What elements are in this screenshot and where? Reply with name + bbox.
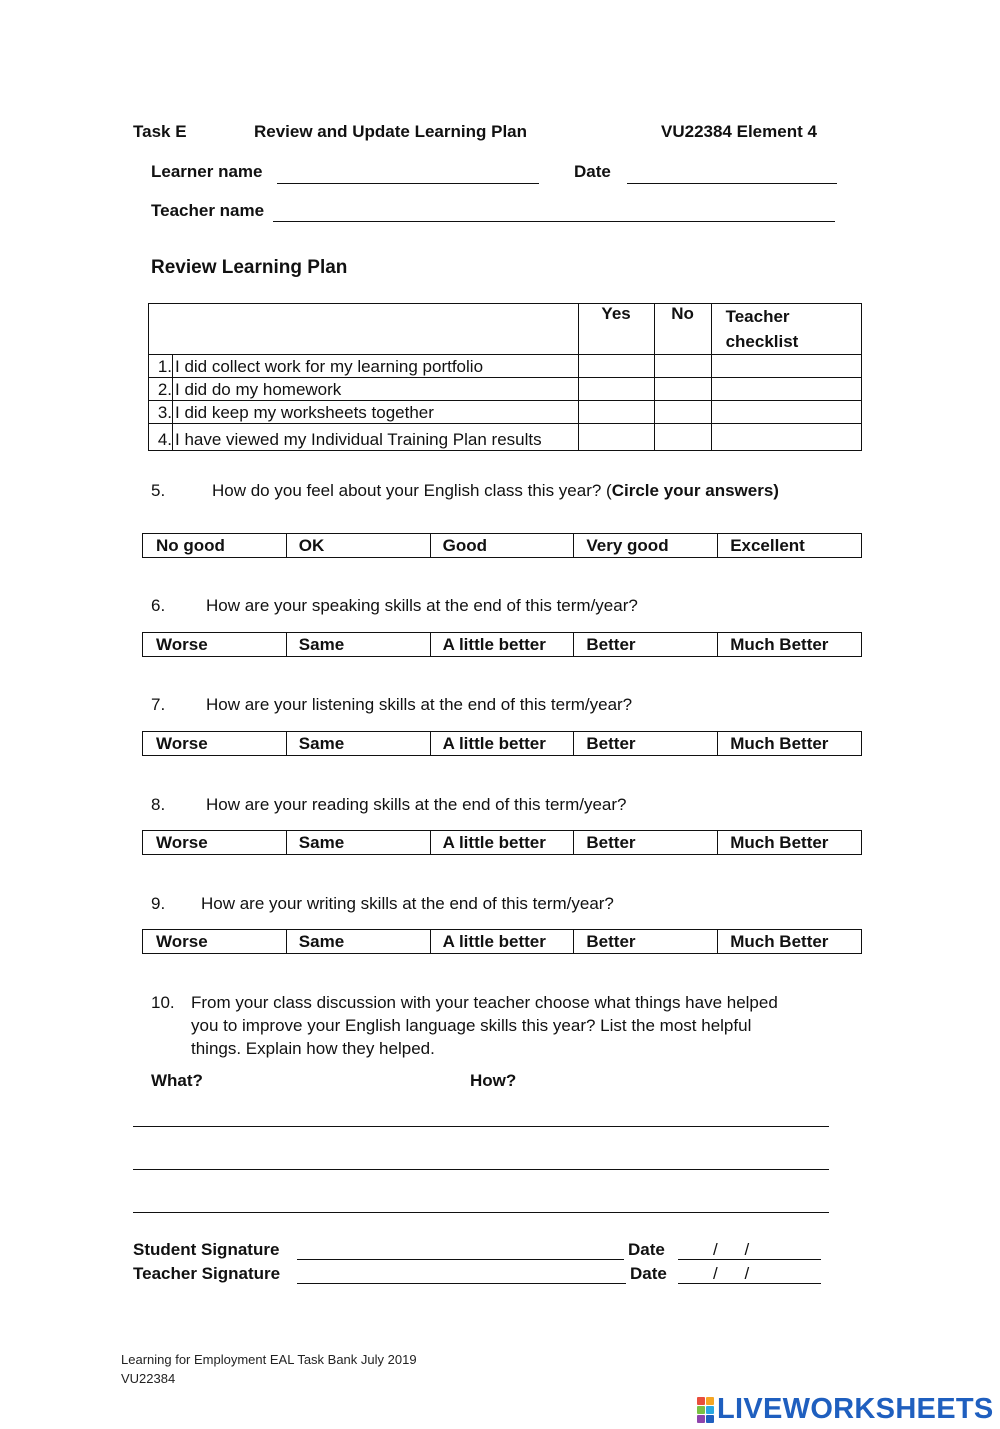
table-row (149, 378, 862, 401)
answer-line-2[interactable] (133, 1169, 829, 1170)
footer-line-1: Learning for Employment EAL Task Bank July 2019 (121, 1352, 417, 1367)
no-cell[interactable] (654, 378, 711, 401)
yes-cell[interactable] (578, 424, 654, 451)
option-worse[interactable]: Worse (143, 633, 287, 657)
yes-cell[interactable] (578, 378, 654, 401)
answer-line-1[interactable] (133, 1126, 829, 1127)
option-much-better[interactable]: Much Better (718, 831, 862, 855)
teacher-signature-field[interactable] (297, 1283, 626, 1284)
checklist-cell[interactable] (711, 424, 861, 451)
date-field[interactable] (627, 183, 837, 184)
teacher-name-label: Teacher name (151, 201, 265, 220)
option-better[interactable]: Better (574, 732, 718, 756)
item-statement: I have viewed my Individual Training Plan results (173, 424, 579, 451)
yes-cell[interactable] (578, 355, 654, 378)
date-label: Date (574, 162, 611, 181)
option-same[interactable]: Same (286, 930, 430, 954)
answer-line-3[interactable] (133, 1212, 829, 1213)
option-ok[interactable]: OK (286, 534, 430, 558)
table-row (149, 424, 862, 451)
option-very-good[interactable]: Very good (574, 534, 718, 558)
item-statement: I did collect work for my learning portfolio (173, 355, 579, 378)
option-better[interactable]: Better (574, 831, 718, 855)
unit-code: VU22384 Element 4 (661, 122, 817, 141)
checklist-cell[interactable] (711, 401, 861, 424)
q5-number: 5. (151, 481, 166, 500)
q6-number: 6. (151, 596, 166, 615)
q7-text: How are your listening skills at the end of this term/year? (206, 695, 633, 714)
review-table (148, 303, 862, 451)
q10-line2: you to improve your English language skills this year? List the most helpful (191, 1016, 752, 1035)
review-header-blank (149, 304, 579, 355)
q9-number: 9. (151, 894, 166, 913)
review-heading: Review Learning Plan (151, 257, 348, 278)
table-row (149, 355, 862, 378)
option-excellent[interactable]: Excellent (718, 534, 862, 558)
student-signature-label: Student Signature (133, 1240, 280, 1259)
option-a-little-better[interactable]: A little better (430, 930, 574, 954)
student-signature-field[interactable] (297, 1259, 624, 1260)
option-a-little-better[interactable]: A little better (430, 831, 574, 855)
learner-name-label: Learner name (151, 162, 263, 181)
q8-text: How are your reading skills at the end of this term/year? (206, 795, 627, 814)
liveworksheets-logo[interactable] (697, 1393, 994, 1426)
q10-number: 10. (151, 993, 175, 1012)
option-worse[interactable]: Worse (143, 831, 287, 855)
footer-line-2: VU22384 (121, 1371, 176, 1386)
teacher-name-field[interactable] (273, 221, 835, 222)
col-teacher-checklist: Teacher checklist (711, 304, 861, 355)
no-cell[interactable] (654, 401, 711, 424)
item-number: 4. (149, 424, 173, 451)
q5-text: How do you feel about your English class this year? (Circle your answers) (212, 481, 779, 500)
q9-text: How are your writing skills at the end of this term/year? (201, 894, 614, 913)
q8-number: 8. (151, 795, 166, 814)
liveworksheets-logo-icon (697, 1397, 714, 1423)
option-better[interactable]: Better (574, 930, 718, 954)
item-statement: I did keep my worksheets together (173, 401, 579, 424)
option-a-little-better[interactable]: A little better (430, 633, 574, 657)
checklist-cell[interactable] (711, 355, 861, 378)
option-worse[interactable]: Worse (143, 732, 287, 756)
page-title: Review and Update Learning Plan (254, 122, 528, 141)
learner-name-field[interactable] (277, 183, 539, 184)
no-cell[interactable] (654, 424, 711, 451)
what-label: What? (151, 1071, 203, 1090)
student-date-field[interactable] (678, 1259, 821, 1260)
teacher-signature-label: Teacher Signature (133, 1264, 281, 1283)
q5-options (142, 533, 862, 558)
option-much-better[interactable]: Much Better (718, 930, 862, 954)
option-same[interactable]: Same (286, 633, 430, 657)
option-same[interactable]: Same (286, 732, 430, 756)
task-label: Task E (133, 122, 187, 141)
no-cell[interactable] (654, 355, 711, 378)
q9-options (142, 929, 862, 954)
teacher-date-field[interactable] (678, 1283, 821, 1284)
option-better[interactable]: Better (574, 633, 718, 657)
how-label: How? (470, 1071, 517, 1090)
option-much-better[interactable]: Much Better (718, 732, 862, 756)
q7-number: 7. (151, 695, 166, 714)
option-a-little-better[interactable]: A little better (430, 732, 574, 756)
item-statement: I did do my homework (173, 378, 579, 401)
item-number: 3. (149, 401, 173, 424)
col-yes: Yes (578, 304, 654, 355)
teacher-date-slashes: / / (713, 1264, 750, 1283)
q6-text: How are your speaking skills at the end of this term/year? (206, 596, 638, 615)
option-same[interactable]: Same (286, 831, 430, 855)
table-row (149, 401, 862, 424)
item-number: 1. (149, 355, 173, 378)
checklist-cell[interactable] (711, 378, 861, 401)
q10-line3: things. Explain how they helped. (191, 1039, 435, 1058)
item-number: 2. (149, 378, 173, 401)
student-date-label: Date (628, 1240, 665, 1259)
q6-options (142, 632, 862, 657)
review-header-row (149, 304, 862, 355)
liveworksheets-wordmark: LIVEWORKSHEETS (717, 1393, 994, 1425)
student-date-slashes: / / (713, 1240, 750, 1259)
option-good[interactable]: Good (430, 534, 574, 558)
col-no: No (654, 304, 711, 355)
q10-line1: From your class discussion with your teacher choose what things have helped (191, 993, 778, 1012)
teacher-date-label: Date (630, 1264, 667, 1283)
option-no-good[interactable]: No good (143, 534, 287, 558)
yes-cell[interactable] (578, 401, 654, 424)
option-much-better[interactable]: Much Better (718, 633, 862, 657)
q8-options (142, 830, 862, 855)
q7-options (142, 731, 862, 756)
option-worse[interactable]: Worse (143, 930, 287, 954)
